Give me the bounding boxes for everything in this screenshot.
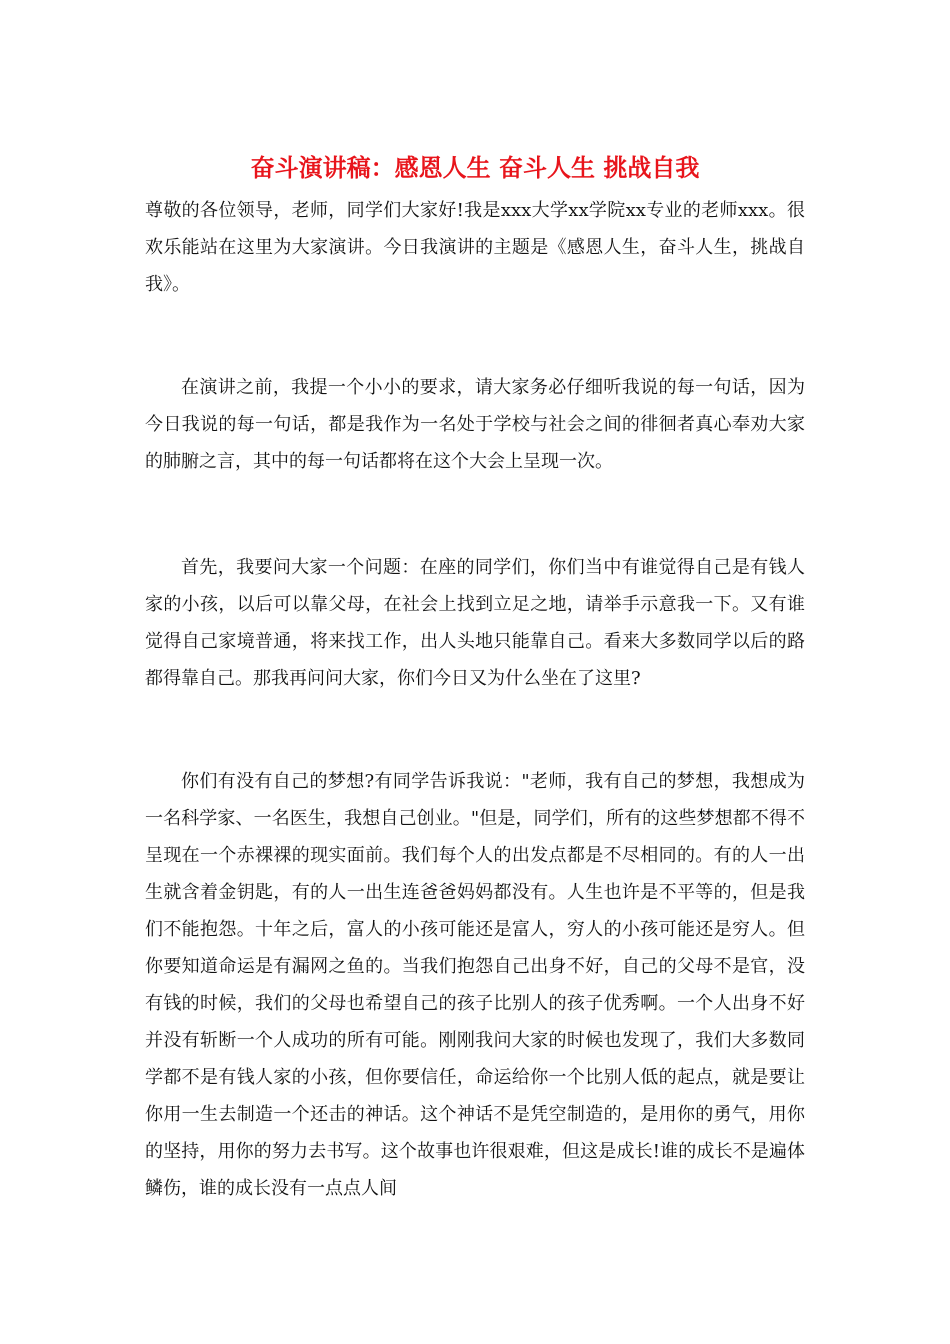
paragraph-question: 首先，我要问大家一个问题：在座的同学们，你们当中有谁觉得自己是有钱人家的小孩，以后可以靠父母，在社会上找到立足之地，请举手示意我一下。又有谁觉得自己家境普通，将来找工作，出人头地只能靠自己。看来大多数同学以后的路都得靠自己。那我再问问大家，你们今日又为什么坐在了这里?	[145, 557, 805, 689]
document-title: 奋斗演讲稿：感恩人生 奋斗人生 挑战自我	[250, 154, 700, 182]
paragraph-dream: 你们有没有自己的梦想?有同学告诉我说："老师，我有自己的梦想，我想成为一名科学家、一名医生，我想自己创业。"但是，同学们，所有的这些梦想都不得不呈现在一个赤裸裸的现实面前。我们每个人的出发点都是不尽相同的。有的人一出生就含着金钥匙，有的人一出生连爸爸妈妈都没有。人生也许是不平等的，但是我们不能抱怨。十年之后，富人的小孩可能还是富人，穷人的小孩可能还是穷人。但你要知道命运是有漏网之鱼的。当我们抱怨自己出身不好，自己的父母不是官，没有钱的时候，我们的父母也希望自己的孩子比别人的孩子优秀啊。一个人出身不好并没有斩断一个人成功的所有可能。刚刚我问大家的时候也发现了，我们大多数同学都不是有钱人家的小孩，但你要信任，命运给你一个比别人低的起点，就是要让你用一生去制造一个还击的神话。这个神话不是凭空制造的，是用你的勇气，用你的坚持，用你的努力去书写。这个故事也许很艰难，但这是成长!谁的成长不是遍体鳞伤，谁的成长没有一点点人间	[145, 771, 805, 1199]
paragraph-greeting: 尊敬的各位领导，老师，同学们大家好!我是xxx大学xx学院xx专业的老师xxx。很欢乐能站在这里为大家演讲。今日我演讲的主题是《感恩人生，奋斗人生，挑战自我》。	[145, 200, 805, 295]
paragraph-request: 在演讲之前，我提一个小小的要求，请大家务必仔细听我说的每一句话，因为今日我说的每一句话，都是我作为一名处于学校与社会之间的徘徊者真心奉劝大家的肺腑之言，其中的每一句话都将在这个大会上呈现一次。	[145, 377, 805, 472]
